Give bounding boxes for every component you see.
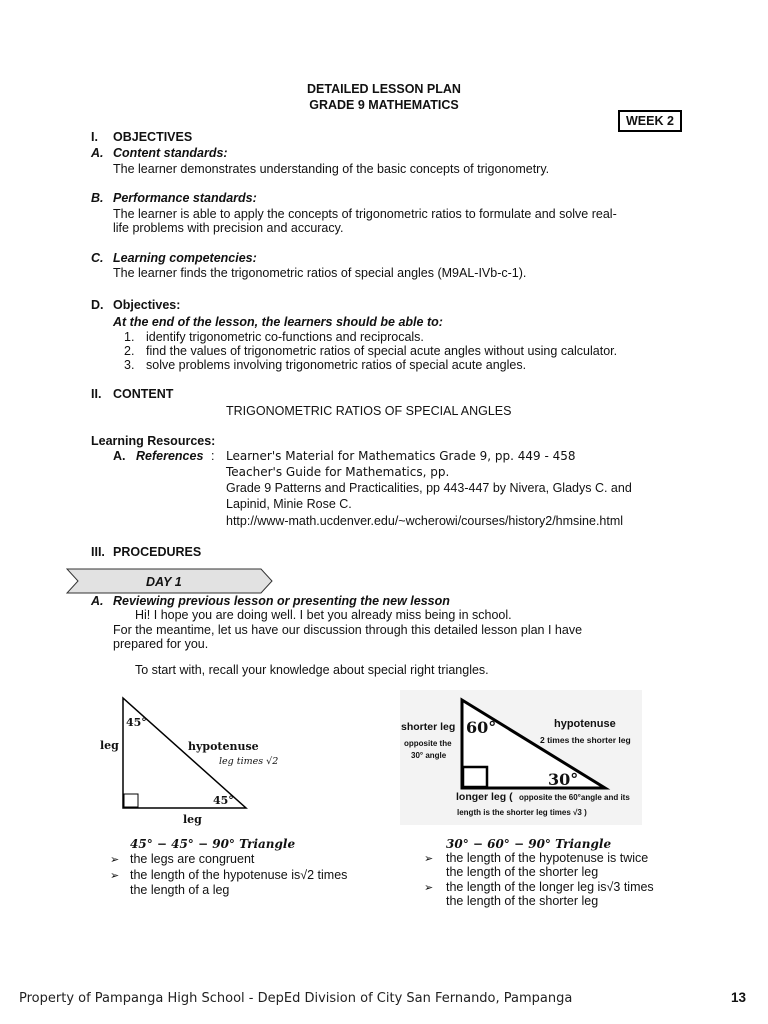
objective-item-num: 2. [124,344,135,358]
triangle-30-bullet-1a: the length of the hypotenuse is twice [446,851,649,865]
intro-paragraph-2a: For the meantime, let us have our discussion through this detailed lesson plan I have [113,623,583,637]
triangle-30-title: 30° − 60° − 90° Triangle [446,837,612,851]
label-a: A. [91,146,104,160]
triangle-45-title: 45° − 45° − 90° Triangle [130,837,296,851]
shorter-leg-note-1: opposite the [404,739,452,748]
document-title: DETAILED LESSON PLAN [307,82,461,96]
reference-book-2: Lapinid, Minie Rose C. [226,497,352,511]
content-standards-title: Content standards: [113,146,228,160]
label-c: C. [91,251,104,265]
longer-leg-label: longer leg ( [456,791,513,803]
hypotenuse-label-30: hypotenuse [554,718,616,730]
longer-leg-note-1: opposite the 60°angle and its [519,793,630,802]
hypotenuse-label-45: hypotenuse [188,740,259,753]
label-b: B. [91,191,104,205]
longer-leg-note-2: length is the shorter leg times √3 ) [457,808,587,817]
objectives-heading: OBJECTIVES [113,130,193,144]
content-heading: CONTENT [113,387,174,401]
objectives-subtitle: Objectives: [113,298,181,312]
triangle-30-bullet-1b: the length of the shorter leg [446,865,599,879]
section-number-3: III. [91,545,105,559]
leg-label-bottom: leg [183,813,202,826]
hypotenuse-note-30: 2 times the shorter leg [540,735,631,745]
triangle-45-shape [123,698,246,808]
angle-60-label: 60° [466,718,497,737]
objective-item-num: 3. [124,358,135,372]
references-label: A. [113,449,126,463]
triangle-30-bullet-2a: the length of the longer leg is√3 times [446,880,654,894]
content-topic: TRIGONOMETRIC RATIOS OF SPECIAL ANGLES [226,404,512,418]
reference-learners-material: Learner's Material for Mathematics Grade 9, pp. 449 - 458 [226,449,576,463]
angle-30-label: 30° [548,770,579,789]
reference-book-1: Grade 9 Patterns and Practicalities, pp 443-447 by Nivera, Gladys C. and [226,481,632,495]
learning-competencies-title: Learning competencies: [113,251,257,265]
arrow-bullet-icon: ➢ [110,870,120,882]
performance-standards-text-1: The learner is able to apply the concepts of trigonometric ratios to formulate and solve real- [113,207,617,221]
arrow-bullet-icon: ➢ [110,854,120,866]
intro-paragraph-2b: prepared for you. [113,637,209,651]
procedure-a-title: Reviewing previous lesson or presenting the new lesson [113,594,450,608]
hypotenuse-note-45: leg times √2 [219,756,279,767]
intro-paragraph-3: To start with, recall your knowledge about special right triangles. [135,663,489,677]
reference-teachers-guide: Teacher's Guide for Mathematics, pp. [226,465,450,479]
objectives-intro: At the end of the lesson, the learners should be able to: [113,315,443,329]
shorter-leg-note-2: 30° angle [411,751,447,760]
day-label: DAY 1 [146,575,182,589]
page-number: 13 [731,990,747,1005]
section-number-1: I. [91,130,98,144]
reference-url[interactable]: http://www-math.ucdenver.edu/~wcherowi/courses/history2/hmsine.html [226,514,624,528]
angle-45-bottom: 45° [213,794,234,807]
intro-paragraph-1: Hi! I hope you are doing well. I bet you already miss being in school. [135,608,512,622]
procedures-heading: PROCEDURES [113,545,202,559]
procedure-a-label: A. [91,594,104,608]
footer-property: Property of Pampanga High School - DepEd Division of City San Fernando, Pampanga [19,991,573,1006]
leg-label-left: leg [100,739,119,752]
performance-standards-text-2: life problems with precision and accuracy. [113,221,344,235]
learning-competencies-text: The learner finds the trigonometric ratios of special angles (M9AL-IVb-c-1). [113,266,527,280]
performance-standards-title: Performance standards: [113,191,257,205]
objective-item: identify trigonometric co-functions and reciprocals. [146,330,424,344]
arrow-bullet-icon: ➢ [424,882,434,894]
triangle-45-bullet-cont: the length of a leg [130,883,230,897]
week-badge: WEEK 2 [618,110,682,132]
label-d: D. [91,298,104,312]
objective-item: solve problems involving trigonometric ratios of special acute angles. [146,358,527,372]
shorter-leg-label: shorter leg [401,721,456,733]
section-number-2: II. [91,387,102,401]
triangle-30-bullet-2b: the length of the shorter leg [446,894,599,908]
references-title: References [136,449,204,463]
triangle-45-bullet: the length of the hypotenuse is√2 times [130,868,348,882]
objective-item: find the values of trigonometric ratios of special acute angles without using calculator. [146,344,618,358]
triangle-45-bullet: the legs are congruent [130,852,255,866]
references-colon: : [211,449,215,463]
objective-item-num: 1. [124,330,135,344]
arrow-bullet-icon: ➢ [424,853,434,865]
angle-45-top: 45° [126,716,147,729]
content-standards-text: The learner demonstrates understanding of the basic concepts of trigonometry. [113,162,550,176]
learning-resources-heading: Learning Resources: [91,434,216,448]
document-subtitle: GRADE 9 MATHEMATICS [309,98,459,112]
